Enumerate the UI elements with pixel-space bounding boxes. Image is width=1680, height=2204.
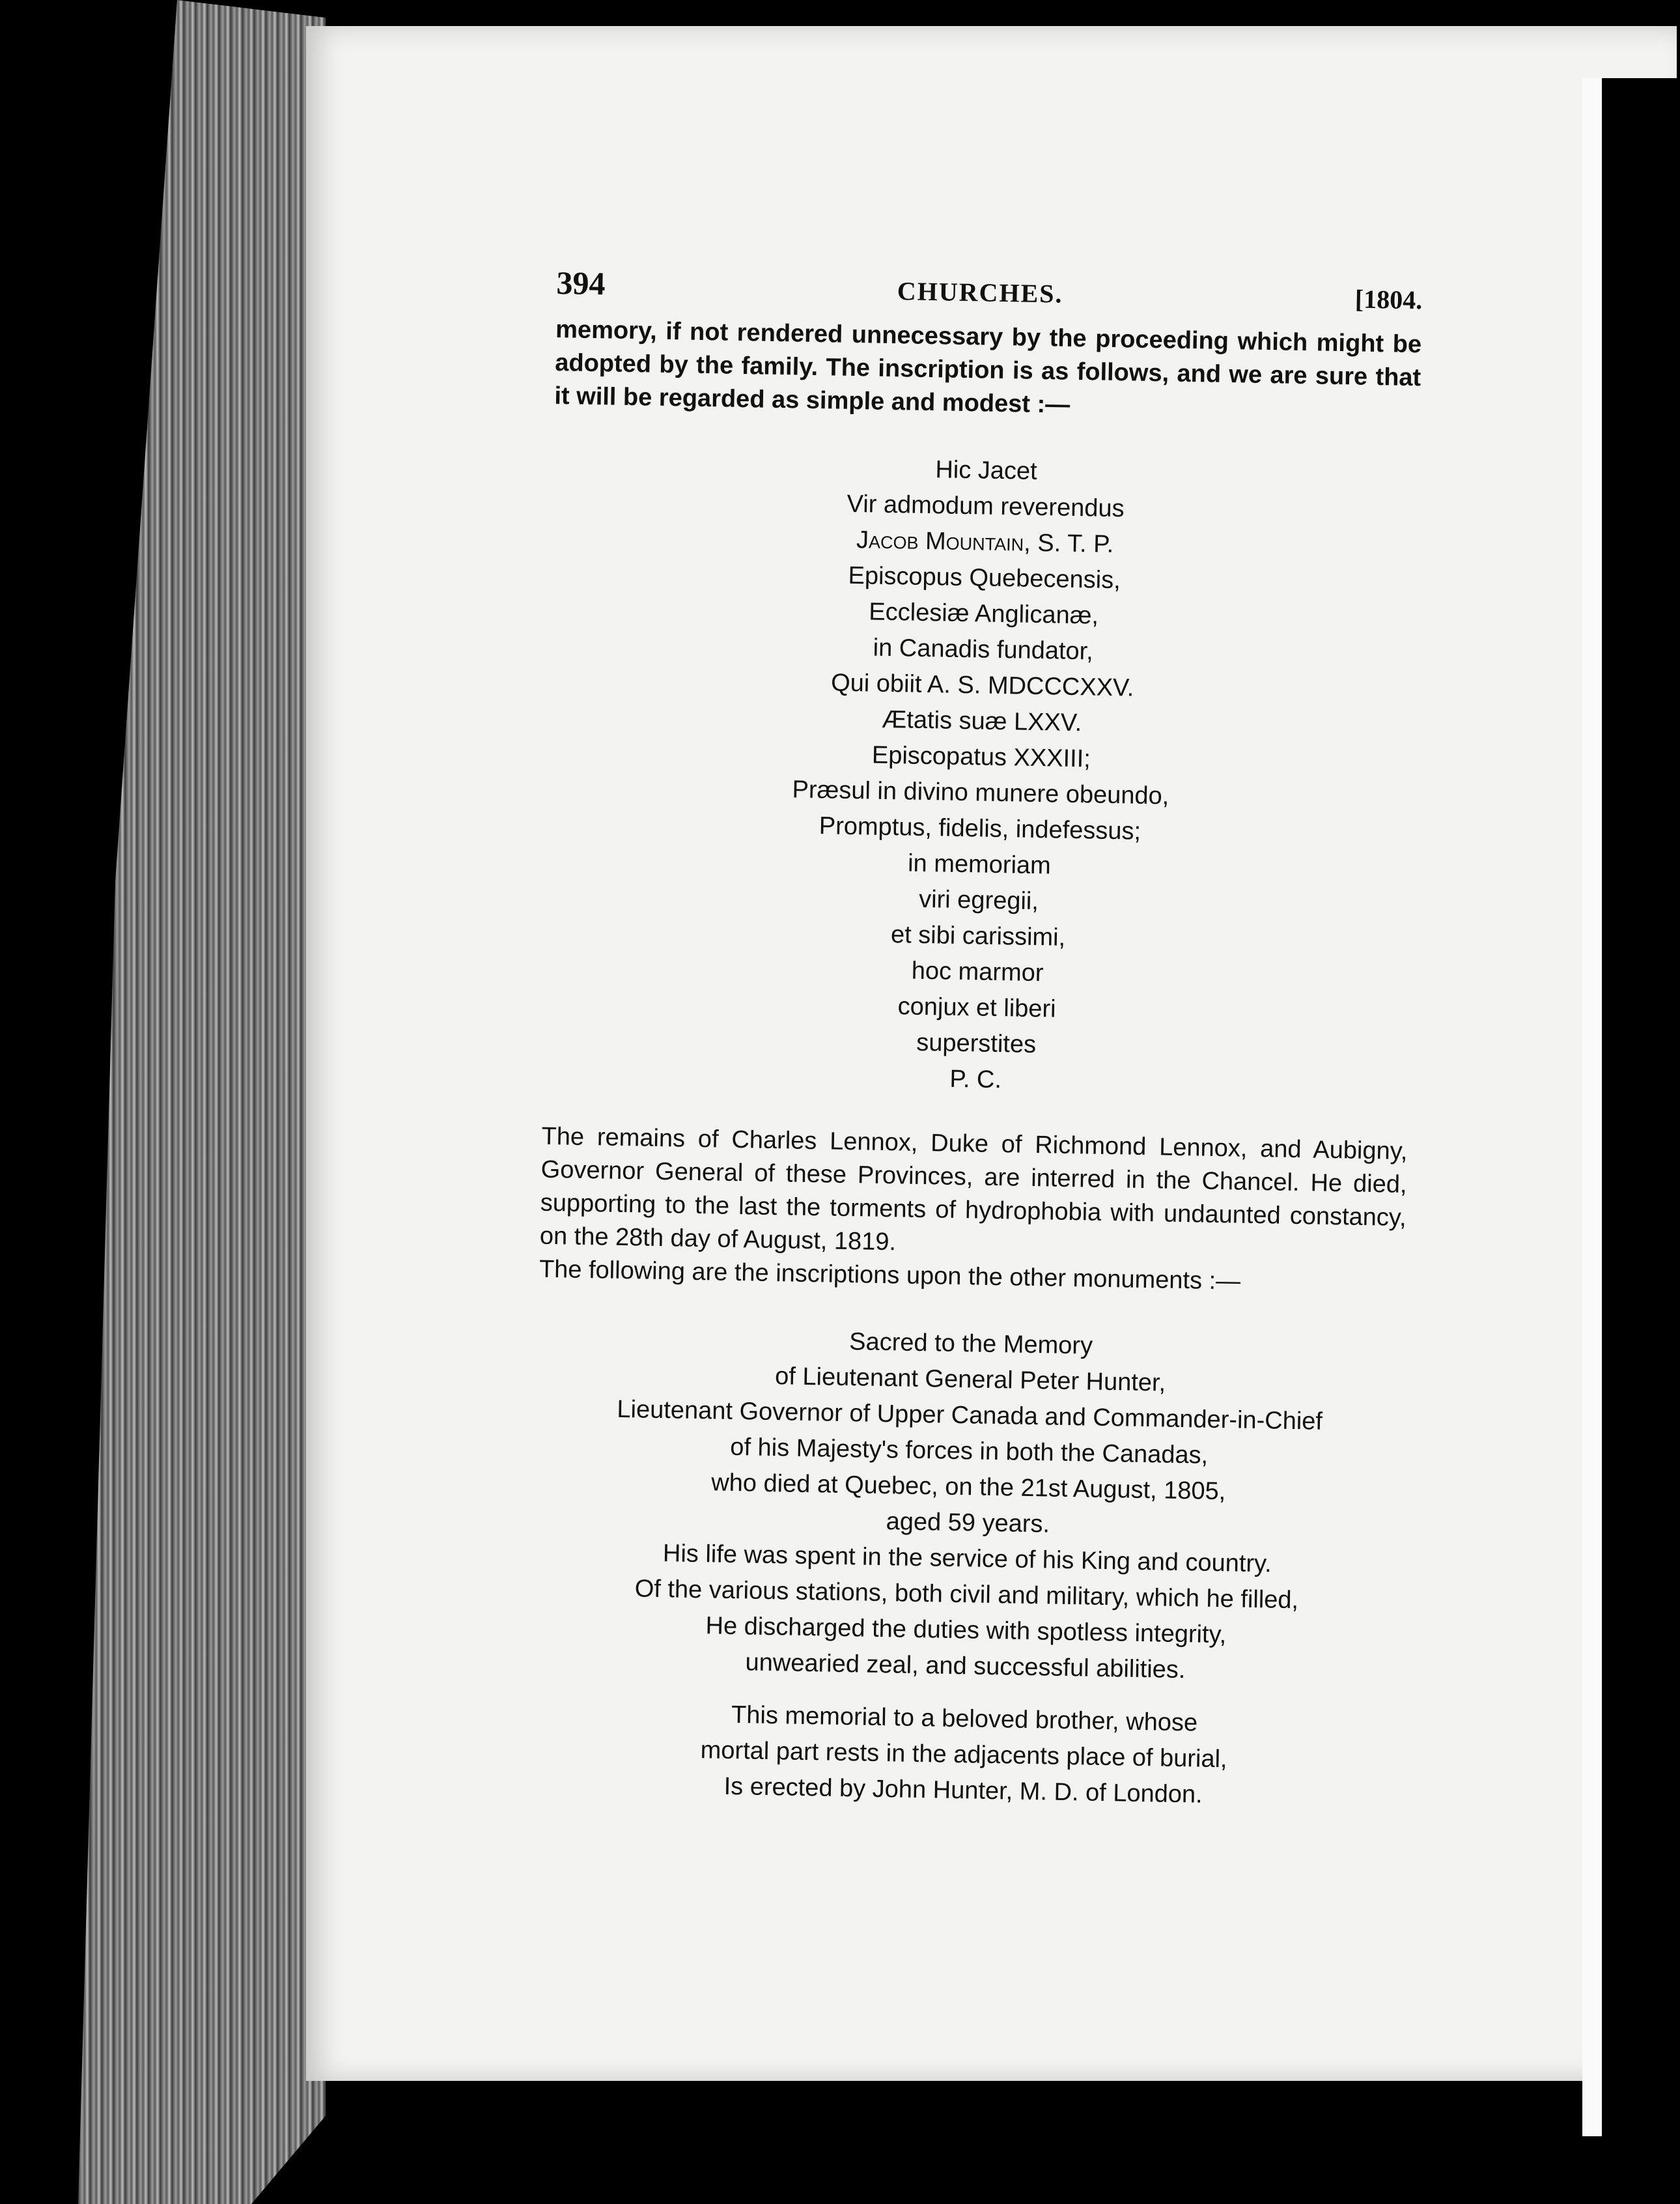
memorial-note [530, 1694, 1398, 1816]
epitaph-line: superstites [916, 1028, 1037, 1059]
epitaph-line: P. C. [949, 1065, 1002, 1094]
page-text [530, 264, 1423, 1816]
remains-paragraph: The remains of Charles Lennox, Duke of Richmond Lennox, and Aubigny, Governor General of these Provinces, are interred in the Chancel. He died, supporting to the last the torments of hydrophobia with undaunted constancy, on the 28th day of August, 1819. [539, 1122, 1408, 1256]
memorial-line: This memorial to a beloved brother, whose [731, 1701, 1198, 1737]
facing-page-edge [1582, 78, 1602, 2136]
memorial-line: mortal part rests in the adjacents place of burial, [700, 1736, 1227, 1773]
book-page-edges [78, 0, 326, 2204]
epitaph-line: Lieutenant Governor of Upper Canada and Commander-in-Chief [617, 1395, 1323, 1435]
epitaph-line: unwearied zeal, and successful abilities. [745, 1648, 1186, 1684]
page-number: 394 [556, 264, 606, 302]
epitaph-line: of Lieutenant General Peter Hunter, [774, 1363, 1166, 1397]
running-title: CHURCHES. [897, 276, 1063, 309]
epitaph-line: Promptus, fidelis, indefessus; [819, 812, 1141, 845]
following-line: The following are the inscriptions upon the other monuments :— [539, 1255, 1241, 1295]
epitaph-line: Sacred to the Memory [848, 1328, 1093, 1360]
epitaph-line: in memoriam [907, 849, 1052, 880]
intro-paragraph: memory, if not rendered unnecessary by the proceeding which might be adopted by the family. The inscription is as follows, and we are sure that it will be regarded as simple and modest :— [554, 315, 1422, 419]
memorial-line: Is erected by John Hunter, M. D. of London. [723, 1772, 1203, 1809]
epitaph-line: viri egregii, [918, 885, 1039, 916]
epitaph-line: Episcopatus XXXIII; [871, 741, 1091, 773]
epitaph-line: of his Majesty's forces in both the Canadas, [730, 1433, 1209, 1469]
epitaph-line: Ætatis suæ LXXV. [882, 705, 1082, 737]
epitaph-line: Præsul in divino munere obeundo, [792, 776, 1169, 810]
epitaph-line: conjux et liberi [897, 993, 1056, 1023]
epitaph-line: et sibi carissimi, [890, 921, 1066, 952]
epitaph-line: Qui obiit A. S. MDCCCXXV. [830, 669, 1134, 702]
mountain-epitaph [542, 445, 1420, 1105]
epitaph-line: Vir admodum reverendus [847, 490, 1125, 523]
epitaph-line: Jacob Mountain, S. T. P. [856, 526, 1114, 558]
epitaph-line: who died at Quebec, on the 21st August, 1805, [710, 1469, 1226, 1506]
epitaph-line: He discharged the duties with spotless integrity, [705, 1612, 1227, 1649]
running-date: [1804. [1354, 284, 1423, 315]
epitaph-line: Of the various stations, both civil and military, which he filled, [634, 1575, 1299, 1615]
hunter-epitaph [532, 1319, 1404, 1692]
epitaph-line: Ecclesiæ Anglicanæ, [869, 598, 1099, 630]
epitaph-line: His life was spent in the service of his King and country. [662, 1540, 1272, 1578]
epitaph-line: in Canadis fundator, [873, 634, 1094, 666]
epitaph-line: hoc marmor [911, 957, 1044, 987]
epitaph-line: aged 59 years. [886, 1508, 1050, 1538]
epitaph-line: Episcopus Quebecensis, [848, 561, 1121, 595]
epitaph-line: Hic Jacet [935, 456, 1038, 485]
